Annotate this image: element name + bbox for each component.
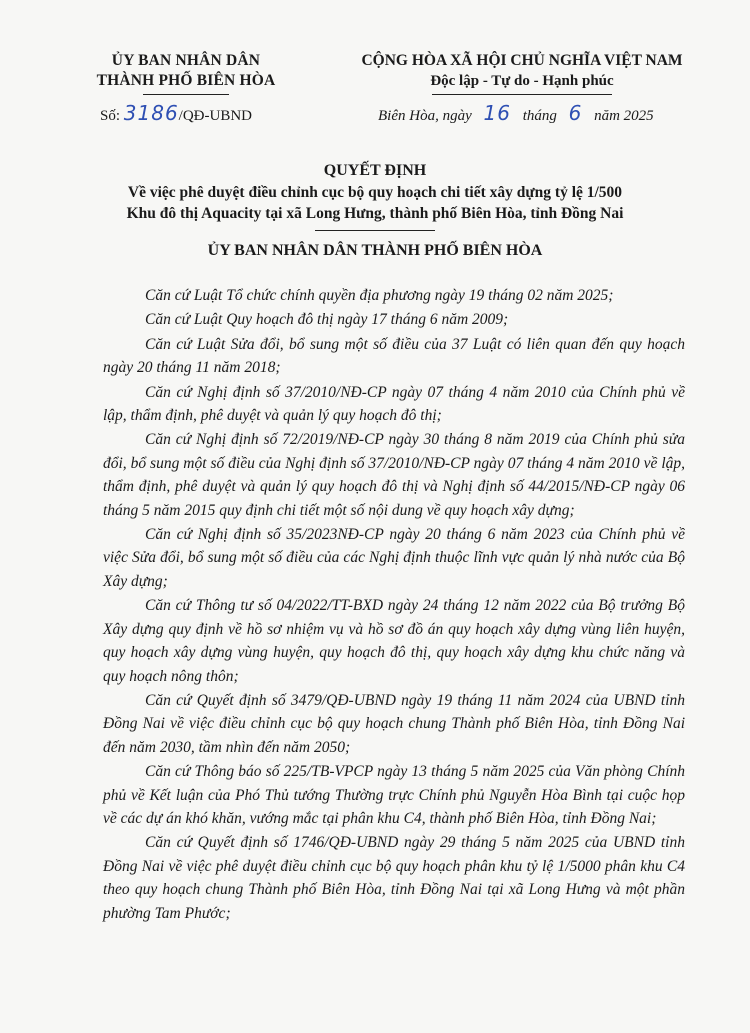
issuing-authority: ỦY BAN NHÂN DÂN THÀNH PHỐ BIÊN HÒA bbox=[207, 242, 543, 259]
nation-name: CỘNG HÒA XÃ HỘI CHỦ NGHĨA VIỆT NAM bbox=[361, 52, 683, 69]
issuing-organization bbox=[82, 51, 290, 95]
date-month-label: tháng bbox=[522, 108, 557, 124]
legal-basis-paragraph: Căn cứ Thông tư số 04/2022/TT-BXD ngày 24 tháng 12 năm 2022 của Bộ trưởng Bộ Xây dựng quy định về hồ sơ nhiệm vụ và hồ sơ đồ án quy hoạch xây dựng vùng liên huyện, quy hoạch xây dựng vùng huyện, quy hoạch đô thị, quy hoạch xây dựng khu chức năng và quy hoạch nông thôn; bbox=[103, 597, 685, 685]
org-line-2: THÀNH PHỐ BIÊN HÒA bbox=[96, 72, 276, 89]
legal-basis-paragraph: Căn cứ Thông báo số 225/TB-VPCP ngày 13 tháng 5 năm 2025 của Văn phòng Chính phủ về Kết luận của Phó Thủ tướng Thường trực Chính phủ Nguyễn Hòa Bình tại cuộc họp về các dự án khó khăn, vướng mắc tại phân khu C4, thành phố Biên Hòa, tỉnh Đồng Nai; bbox=[103, 763, 685, 827]
subject-underline bbox=[315, 230, 435, 231]
legal-basis-paragraph: Căn cứ Quyết định số 1746/QĐ-UBND ngày 29 tháng 5 năm 2025 của UBND tỉnh Đồng Nai về việc phê duyệt điều chỉnh cục bộ quy hoạch phân khu tỷ lệ 1/5000 phân khu C4 theo quy hoạch chung Thành phố Biên Hòa, tỉnh Đồng Nai tại xã Long Hưng và một phần phường Tam Phước; bbox=[103, 834, 685, 922]
legal-basis-paragraph: Căn cứ Nghị định số 72/2019/NĐ-CP ngày 30 tháng 8 năm 2019 của Chính phủ sửa đổi, bổ sung một số điều của Nghị định số 37/2010/NĐ-CP ngày 07 tháng 4 năm 2010 về lập, thẩm định, phê duyệt và quản lý quy hoạch đô thị và Nghị định số 44/2015/NĐ-CP ngày 06 tháng 5 năm 2015 quy định chi tiết một số nội dung về quy hoạch xây dựng; bbox=[103, 431, 685, 519]
legal-basis-paragraph: Căn cứ Quyết định số 3479/QĐ-UBND ngày 19 tháng 11 năm 2024 của UBND tỉnh Đồng Nai về việc điều chỉnh cục bộ quy hoạch chung Thành phố Biên Hòa, tỉnh Đồng Nai đến năm 2030, tầm nhìn đến năm 2050; bbox=[103, 691, 685, 756]
handwritten-number: 3186 bbox=[123, 101, 179, 125]
decision-title: QUYẾT ĐỊNH bbox=[323, 162, 427, 179]
decision-title-block bbox=[40, 160, 710, 231]
handwritten-day: 16 bbox=[483, 101, 511, 125]
national-motto: Độc lập - Tự do - Hạnh phúc bbox=[430, 73, 614, 89]
number-suffix: /QĐ-UBND bbox=[178, 108, 253, 124]
org-line-1: ỦY BAN NHÂN DÂN bbox=[111, 52, 261, 69]
motto-underline bbox=[432, 94, 612, 95]
legal-basis-paragraph: Căn cứ Luật Sửa đổi, bổ sung một số điều của 37 Luật có liên quan đến quy hoạch ngày 20 tháng 11 năm 2018; bbox=[103, 335, 685, 377]
subject-line-1: Về việc phê duyệt điều chỉnh cục bộ quy hoạch chi tiết xây dựng tỷ lệ 1/500 bbox=[127, 184, 623, 201]
document-date bbox=[378, 101, 654, 125]
legal-basis-paragraph: Căn cứ Nghị định số 37/2010/NĐ-CP ngày 07 tháng 4 năm 2010 của Chính phủ về lập, thẩm định, phê duyệt và quản lý quy hoạch đô thị; bbox=[103, 383, 685, 425]
national-heading bbox=[335, 51, 709, 95]
document-body bbox=[103, 284, 685, 926]
document-number bbox=[100, 101, 252, 125]
number-prefix: Số: bbox=[100, 108, 124, 124]
date-prefix: Biên Hòa, ngày bbox=[378, 108, 472, 124]
org-underline bbox=[143, 94, 229, 95]
handwritten-month: 6 bbox=[568, 101, 583, 125]
date-year: năm 2025 bbox=[594, 108, 654, 124]
subject-line-2: Khu đô thị Aquacity tại xã Long Hưng, thành phố Biên Hòa, tỉnh Đồng Nai bbox=[126, 205, 624, 222]
legal-basis-paragraph: Căn cứ Luật Quy hoạch đô thị ngày 17 tháng 6 năm 2009; bbox=[145, 311, 509, 329]
legal-basis-paragraph: Căn cứ Nghị định số 35/2023NĐ-CP ngày 20 tháng 6 năm 2023 của Chính phủ về việc Sửa đổi, bổ sung một số điều của các Nghị định thuộc lĩnh vực quản lý nhà nước của Bộ Xây dựng; bbox=[103, 526, 685, 590]
legal-basis-paragraph: Căn cứ Luật Tổ chức chính quyền địa phương ngày 19 tháng 02 năm 2025; bbox=[145, 287, 614, 304]
